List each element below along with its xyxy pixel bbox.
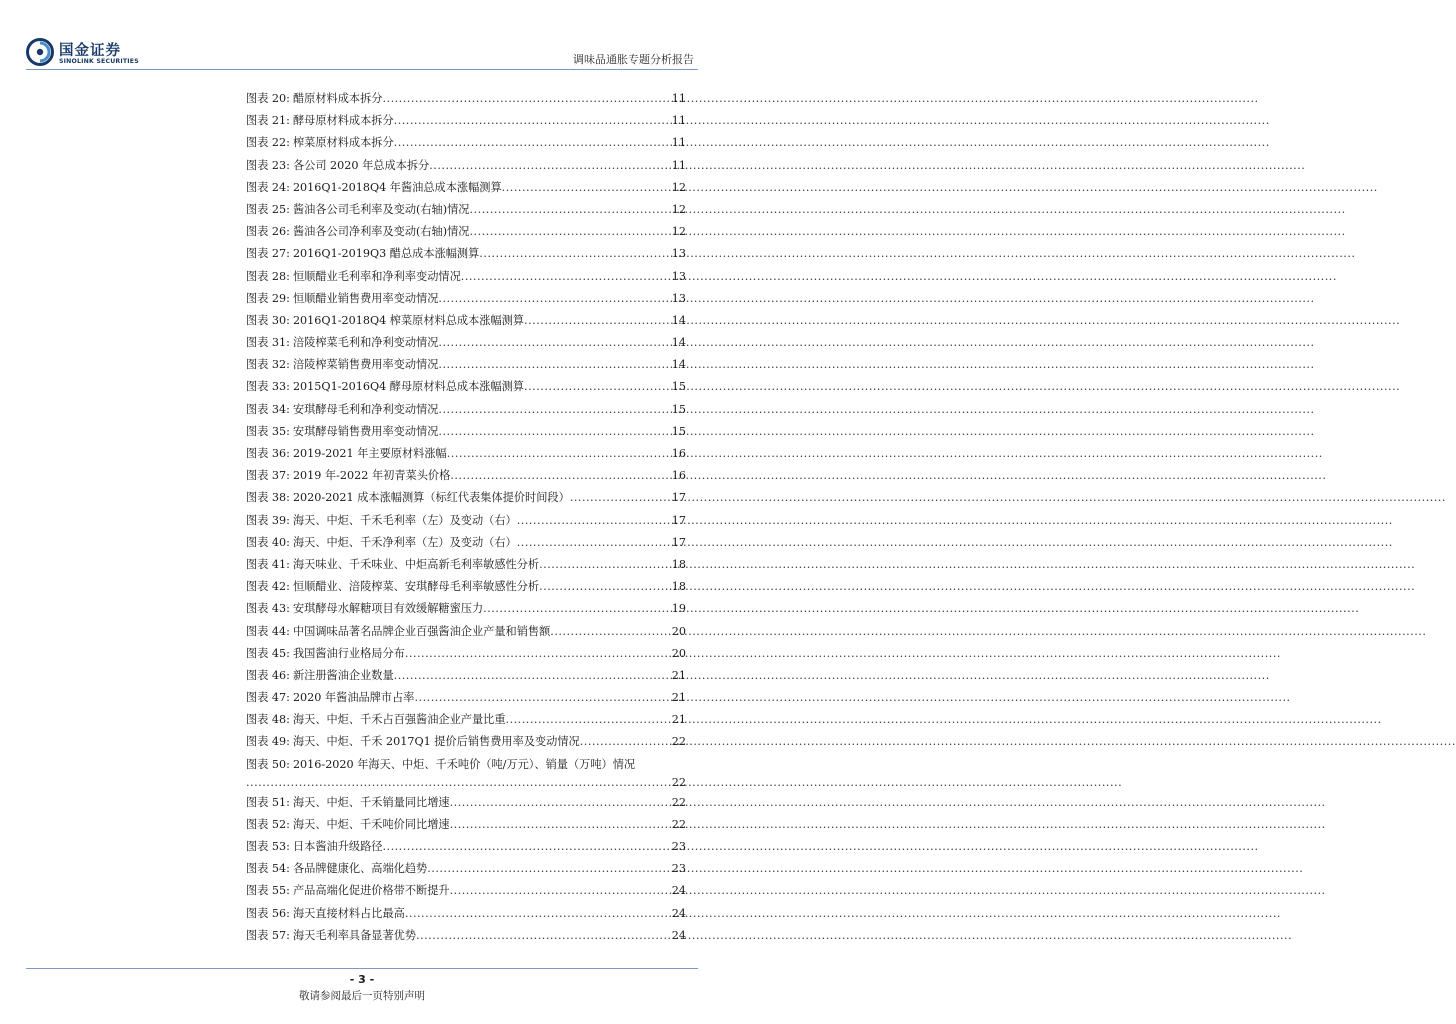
toc-leader-dots [469,202,669,218]
toc-entry-title[interactable]: 日本酱油升级路径 [292,840,383,853]
toc-leader-dots [429,158,670,174]
toc-leader-dots [394,668,670,684]
toc-entry-label: 图表 49: [246,735,290,749]
toc-entry-title[interactable]: 各公司 2020 年总成本拆分 [292,158,430,172]
toc-entry-page: 14 [671,313,686,327]
toc-entry-title[interactable]: 酱油各公司毛利率及变动(右轴)情况 [292,202,470,216]
toc-entry[interactable] [246,221,686,243]
toc-entry-label: 图表 33: [246,380,290,394]
toc-entry-title[interactable]: 海天直接材料占比最高 [292,906,405,920]
toc-entry-title[interactable]: 2019-2021 年主要原材料涨幅 [292,447,447,460]
toc-entry-label: 图表 31: [246,336,290,350]
toc-entry-page: 20 [671,646,686,660]
toc-entry-label: 图表 25: [246,202,290,216]
toc-entry-label: 图表 22: [246,136,290,150]
toc-entry[interactable] [246,354,686,376]
toc-entry-title[interactable]: 2020-2021 成本涨幅测算（标红代表集体提价时间段） [292,491,570,505]
toc-entry-page: 15 [671,402,686,416]
toc-entry-page: 21 [671,668,686,682]
toc-entry-title[interactable]: 我国酱油行业格局分布 [292,646,405,660]
toc-leader-dots [405,646,670,662]
toc-leader-dots [517,513,670,529]
toc-entry-label: 图表 45: [246,646,290,660]
toc-entry[interactable] [246,199,686,221]
toc-leader-dots [382,839,669,855]
toc-entry[interactable] [246,132,686,154]
toc-leader-dots [450,817,670,833]
toc-entry-title[interactable]: 海天毛利率具备显著优势 [292,928,417,942]
toc-leader-dots [570,490,670,506]
toc-entry-page: 12 [671,180,686,194]
disclaimer-note: 敬请参阅最后一页特别声明 [299,990,425,1002]
toc-entry[interactable] [246,155,686,177]
toc-entry-page: 24 [671,928,686,942]
toc-leader-dots [394,135,670,151]
toc-entry-title[interactable]: 2020 年酱油品牌市占率 [292,691,415,705]
toc-leader-dots [517,535,670,551]
toc-entry-title[interactable]: 酱油各公司净利率及变动(右轴)情况 [292,225,470,239]
toc-leader-dots [438,291,669,307]
toc-entry-label: 图表 55: [246,884,290,898]
toc-entry-title[interactable]: 安琪酵母销售费用率变动情况 [292,424,439,438]
toc-leader-dots [246,775,670,791]
toc-leader-dots [405,906,670,922]
toc-leader-dots [427,861,670,877]
toc-entry-page: 22 [671,735,686,749]
toc-entry-title[interactable]: 安琪酵母毛利和净利变动情况 [292,402,439,416]
toc-leader-dots [524,379,670,395]
toc-entry-title[interactable]: 2016Q1-2018Q4 榨菜原材料总成本涨幅测算 [292,313,525,327]
toc-entry-page: 22 [671,795,686,809]
toc-entry-page: 18 [671,580,686,594]
toc-entry-label: 图表 42: [246,580,290,594]
toc-entry-title[interactable]: 安琪酵母水解糖项目有效缓解糖蜜压力 [292,602,484,616]
toc-entry[interactable] [246,332,686,354]
toc-entry[interactable] [246,443,686,465]
toc-entry-label: 图表 52: [246,817,290,831]
logo-text-en: SINOLINK SECURITIES [59,58,139,65]
toc-leader-dots [438,357,669,373]
toc-leader-dots [447,446,670,462]
toc-entry-label: 图表 28: [246,269,290,283]
toc-entry-label: 图表 26: [246,225,290,239]
toc-entry-label: 图表 23: [246,158,290,172]
toc-entry-title[interactable]: 海天、中炬、千禾吨价同比增速 [292,817,450,831]
toc-entry-label: 图表 30: [246,313,290,327]
toc-entry-title[interactable]: 海天味业、千禾味业、中炬高新毛利率敏感性分析 [292,557,540,571]
toc-entry-label: 图表 44: [246,624,290,638]
header-divider [26,69,698,70]
toc-entry[interactable] [246,88,686,110]
toc-entry-label: 图表 38: [246,491,290,505]
toc-entry-page: 11 [671,114,686,128]
toc-entry-label: 图表 37: [246,469,290,483]
toc-entry-label: 图表 57: [246,928,290,942]
toc-leader-dots [483,601,670,617]
report-title: 调味品通胀专题分析报告 [573,53,694,66]
toc-entry[interactable] [246,621,686,643]
toc-entry-label: 图表 40: [246,535,290,549]
toc-entry[interactable] [246,421,686,443]
toc-entry[interactable] [246,643,686,665]
toc-entry-title[interactable]: 恒顺醋业销售费用率变动情况 [292,291,439,305]
page-number: - 3 - [349,973,375,986]
toc-entry-page: 16 [671,469,686,483]
toc-entry-title[interactable]: 2016Q1-2019Q3 醋总成本涨幅测算 [292,247,480,261]
toc-entry-label: 图表 54: [246,862,290,876]
toc-entry-page: 23 [671,840,686,853]
toc-entry-label: 图表 48: [246,713,290,727]
toc-entry-page: 13 [671,291,686,305]
toc-entry[interactable] [246,554,686,576]
toc-entry[interactable] [246,731,686,753]
toc-leader-dots [524,313,670,329]
toc-leader-dots [461,269,670,285]
toc-entry-page: 15 [671,380,686,394]
toc-entry-page: 22 [671,775,686,789]
toc-leader-dots [394,113,670,129]
toc-entry-page: 14 [671,336,686,350]
toc-entry-page: 22 [671,817,686,831]
toc-entry-title[interactable]: 海天、中炬、千禾 2017Q1 提价后销售费用率及变动情况 [292,735,580,749]
toc-entry-page: 17 [671,513,686,527]
toc-leader-dots [414,690,669,706]
toc-entry-page: 19 [671,602,686,616]
toc-entry[interactable] [246,880,686,902]
toc-entry[interactable] [246,754,686,792]
toc-entry-title[interactable]: 涪陵榨菜销售费用率变动情况 [292,358,439,372]
toc-entry-label: 图表 46: [246,668,290,682]
toc-entry-title[interactable]: 各品牌健康化、高端化趋势 [292,862,428,876]
toc-entry[interactable] [246,110,686,132]
toc-entry-title[interactable]: 恒顺醋业毛利率和净利率变动情况 [292,269,461,283]
toc-leader-dots [550,624,669,640]
toc-entry[interactable] [246,177,686,199]
toc-entry[interactable] [246,792,686,814]
toc-leader-dots [506,712,670,728]
toc-entry[interactable] [246,376,686,398]
toc-entry[interactable] [246,243,686,265]
toc-entry-title[interactable]: 2016Q1-2018Q4 年酱油总成本涨幅测算 [292,180,502,194]
toc-entry-page: 21 [671,713,686,727]
toc-entry-title[interactable]: 2015Q1-2016Q4 酵母原材料总成本涨幅测算 [292,380,525,394]
toc-leader-dots [502,180,670,196]
toc-entry[interactable] [246,288,686,310]
toc-entry[interactable] [246,266,686,288]
toc-entry-page: 20 [671,624,686,638]
toc-leader-dots [450,468,669,484]
footer-divider [26,968,698,969]
toc-leader-dots [580,734,670,750]
figure-index-list [246,88,686,947]
toc-entry-page: 24 [671,884,686,898]
toc-entry-label: 图表 27: [246,247,290,261]
toc-leader-dots [539,579,670,595]
toc-entry-label: 图表 21: [246,114,290,128]
toc-entry-label: 图表 51: [246,795,290,809]
toc-entry-label: 图表 43: [246,602,290,616]
toc-entry-label: 图表 41: [246,557,290,571]
toc-leader-dots [416,928,670,944]
toc-entry-page: 17 [671,491,686,505]
toc-entry[interactable] [246,687,686,709]
toc-entry-page: 13 [671,247,686,261]
toc-leader-dots [382,91,669,107]
toc-leader-dots [450,883,670,899]
toc-entry[interactable] [246,399,686,421]
toc-entry-title[interactable]: 2019 年-2022 年初青菜头价格 [292,469,451,483]
toc-entry-title[interactable]: 恒顺醋业、涪陵榨菜、安琪酵母毛利率敏感性分析 [292,580,540,594]
toc-entry-page: 11 [671,92,686,105]
toc-entry-page: 12 [671,202,686,216]
toc-leader-dots [539,557,670,573]
toc-entry-page: 15 [671,424,686,438]
toc-entry[interactable] [246,487,686,509]
toc-entry-page: 17 [671,535,686,549]
toc-entry-title[interactable]: 榨菜原材料成本拆分 [292,136,394,150]
toc-entry-page: 13 [671,269,686,283]
toc-entry-label: 图表 24: [246,180,290,194]
toc-entry-page: 18 [671,557,686,571]
toc-entry-label: 图表 53: [246,840,290,853]
toc-leader-dots [438,402,669,418]
toc-entry-title[interactable]: 新注册酱油企业数量 [292,668,394,682]
toc-entry[interactable] [246,665,686,687]
toc-leader-dots [438,424,669,440]
toc-entry-page: 21 [671,691,686,705]
toc-entry-title[interactable]: 酵母原材料成本拆分 [292,114,394,128]
logo-text-cn: 国金证券 [59,43,121,59]
toc-entry-title[interactable]: 海天、中炬、千禾销量同比增速 [292,795,450,809]
toc-entry-label: 图表 29: [246,291,290,305]
toc-entry[interactable] [246,858,686,880]
toc-leader-dots [438,335,669,351]
sinolink-logo-icon [26,38,54,66]
toc-entry-page: 11 [671,136,686,150]
toc-entry-label: 图表 36: [246,447,290,460]
toc-entry-title[interactable]: 中国调味品著名品牌企业百强酱油企业产量和销售额 [292,624,551,638]
toc-entry[interactable] [246,510,686,532]
toc-entry-label: 图表 47: [246,691,290,705]
toc-entry-title[interactable]: 产品高端化促进价格带不断提升 [292,884,450,898]
toc-entry[interactable] [246,598,686,620]
toc-entry[interactable] [246,925,686,947]
toc-entry-label: 图表 34: [246,402,290,416]
toc-entry-title[interactable]: 海天、中炬、千禾占百强酱油企业产量比重 [292,713,506,727]
toc-entry-page: 11 [671,158,686,172]
toc-entry[interactable] [246,709,686,731]
toc-entry-title[interactable]: 2016-2020 年海天、中炬、千禾吨价（吨/万元）、销量（万吨）情况 [292,757,636,771]
toc-entry-label: 图表 32: [246,358,290,372]
toc-entry[interactable] [246,836,686,858]
toc-leader-dots [479,246,669,262]
toc-entry-page: 12 [671,225,686,239]
toc-entry[interactable] [246,814,686,836]
toc-entry-page: 14 [671,358,686,372]
toc-entry-label: 图表 35: [246,424,290,438]
toc-entry-label: 图表 56: [246,906,290,920]
toc-entry[interactable] [246,310,686,332]
toc-entry[interactable] [246,576,686,598]
toc-entry[interactable] [246,532,686,554]
toc-entry-label: 图表 20: [246,92,290,105]
sinolink-logo [26,38,138,68]
toc-entry-title[interactable]: 涪陵榨菜毛利和净利变动情况 [292,336,439,350]
toc-entry[interactable] [246,465,686,487]
toc-leader-dots [469,224,669,240]
toc-entry[interactable] [246,903,686,925]
toc-entry-page: 23 [671,862,686,876]
toc-entry-page: 24 [671,906,686,920]
toc-entry-label: 图表 39: [246,513,290,527]
toc-entry-title[interactable]: 海天、中炬、千禾净利率（左）及变动（右） [292,535,517,549]
toc-entry-page: 16 [671,447,686,460]
toc-entry-label: 图表 50: [246,757,290,771]
page-header [0,0,724,70]
toc-entry-title[interactable]: 海天、中炬、千禾毛利率（左）及变动（右） [292,513,517,527]
toc-entry-title[interactable]: 醋原材料成本拆分 [292,92,383,105]
toc-leader-dots [450,795,670,811]
